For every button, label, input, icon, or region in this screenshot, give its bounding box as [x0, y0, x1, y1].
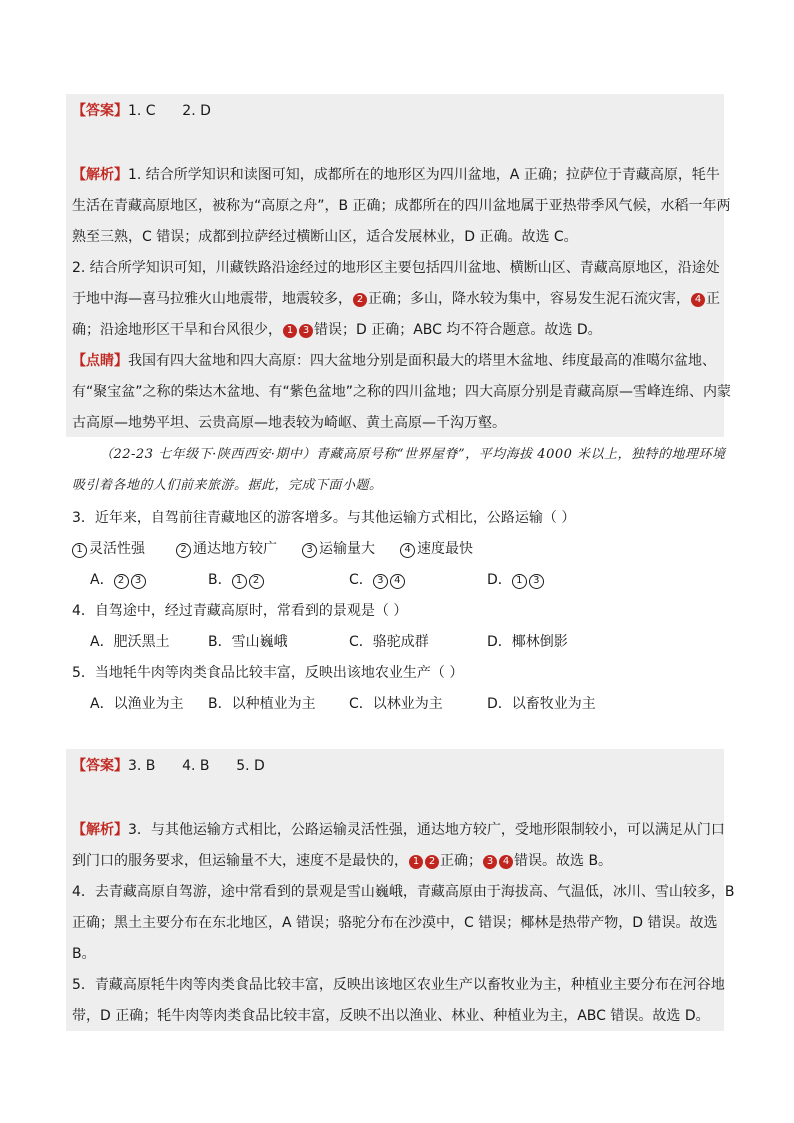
intro-line-1: （22-23 七年级下·陕西西安·期中）青藏高原号称“世界屋脊”，平均海拔 4000 米以上，独特的地理环境: [100, 447, 726, 462]
circled-number: 4: [499, 855, 513, 869]
analysis-1-line-2: 生活在青藏高原地区，被称为“高原之舟”，B 正确；成都所在的四川盆地属于亚热带季风气候，水稻一年两: [72, 198, 731, 214]
text: B．: [208, 572, 232, 588]
text: 到门口的服务要求，但运输量不大，速度不是最快的，: [72, 853, 408, 869]
q3-statement-3: [302, 539, 375, 559]
text: 正确；多山，降水较为集中，容易发生泥石流灾害，: [368, 291, 690, 307]
text: 运输量大: [319, 541, 375, 557]
answer-values: 3. B 4. B 5. D: [128, 758, 265, 774]
circled-2: 2: [249, 574, 264, 589]
circled-1: 1: [232, 574, 247, 589]
q4-option-a: A．肥沃黑土: [90, 634, 170, 650]
q5-option-d: D．以畜牧业为主: [487, 696, 596, 712]
q4-option-d: D．椰林倒影: [487, 634, 568, 650]
circled-3: 3: [529, 574, 544, 589]
analysis-1-line-1: [72, 165, 720, 185]
text: 错误；D 正确；ABC 均不符合题意。故选 D。: [314, 322, 602, 338]
circled-1: 1: [72, 543, 87, 558]
circled-2: 2: [114, 574, 129, 589]
answer-values: 1. C 2. D: [128, 103, 211, 119]
analysis-5-line-1: 5．青藏高原牦牛肉等肉类食品比较丰富，反映出该地区农业生产以畜牧业为主，种植业主要分布在河谷地: [72, 977, 725, 993]
text: 正: [706, 291, 720, 307]
text: 灵活性强: [89, 541, 145, 557]
circled-number: 1: [409, 855, 423, 869]
circled-number: 4: [691, 293, 705, 307]
tip-line-1: [72, 351, 716, 371]
q4-option-c: C．骆驼成群: [349, 634, 429, 650]
text: A．: [90, 572, 114, 588]
circled-3: 3: [373, 574, 388, 589]
circled-number: 3: [483, 855, 497, 869]
circled-3: 3: [302, 543, 317, 558]
circled-2: 2: [176, 543, 191, 558]
q4-option-b: B．雪山巍峨: [208, 634, 288, 650]
q5-stem: 5．当地牦牛肉等肉类食品比较丰富，反映出该地农业生产（ ）: [72, 665, 464, 681]
tip-line-3: 古高原—地势平坦、云贵高原—地表较为崎岖、黄土高原—千沟万壑。: [72, 415, 506, 431]
analysis-4-line-2: 正确；黑土主要分布在东北地区，A 错误；骆驼分布在沙漠中，C 错误；椰林是热带产物，D 错误。故选: [72, 915, 718, 931]
text: 1. 结合所学知识和读图可知，成都所在的地形区为四川盆地，A 正确；拉萨位于青藏高原，牦牛: [128, 167, 720, 183]
q3-statement-2: [176, 539, 277, 559]
circled-4: 4: [400, 543, 415, 558]
text: 确；沿途地形区干旱和台风很少，: [72, 322, 282, 338]
text: 于地中海—喜马拉雅火山地震带，地震较多，: [72, 291, 352, 307]
answer-line-1: [72, 101, 211, 121]
q3-option-b: [208, 570, 266, 590]
text: 速度最快: [417, 541, 473, 557]
q5-option-b: B．以种植业为主: [208, 696, 316, 712]
answer-tag: 【答案】: [72, 758, 128, 774]
analysis-2-line-3: [72, 320, 602, 340]
text: 正确；: [440, 853, 482, 869]
text: 错误。故选 B。: [514, 853, 613, 869]
circled-number: 2: [353, 293, 367, 307]
q3-option-a: [90, 570, 148, 590]
q4-stem: 4．自驾途中，经过青藏高原时，常看到的景观是（ ）: [72, 603, 408, 619]
circled-number: 3: [299, 324, 313, 338]
q3-option-d: [487, 570, 546, 590]
analysis-1-line-3: 熟至三熟，C 错误；成都到拉萨经过横断山区，适合发展林业，D 正确。故选 C。: [72, 229, 578, 245]
intro-line-2: 吸引着各地的人们前来旅游。据此，完成下面小题。: [72, 478, 383, 493]
text: 我国有四大盆地和四大高原：四大盆地分别是面积最大的塔里木盆地、纬度最高的准噶尔盆地、: [128, 353, 716, 369]
q5-option-a: A．以渔业为主: [90, 696, 184, 712]
q3-stem: 3．近年来，自驾前往青藏地区的游客增多。与其他运输方式相比，公路运输（ ）: [72, 510, 576, 526]
tip-tag: 【点睛】: [72, 353, 128, 369]
text: 通达地方较广: [193, 541, 277, 557]
analysis-tag: 【解析】: [72, 167, 128, 183]
text: 3．与其他运输方式相比，公路运输灵活性强，通达地方较广，受地形限制较小，可以满足从门口: [128, 822, 725, 838]
analysis-5-line-2: 带，D 正确；牦牛肉等肉类食品比较丰富，反映不出以渔业、林业、种植业为主，ABC 错误。故选 D。: [72, 1008, 710, 1024]
circled-number: 2: [425, 855, 439, 869]
analysis-2-line-1: 2. 结合所学知识可知，川藏铁路沿途经过的地形区主要包括四川盆地、横断山区、青藏高原地区，沿途处: [72, 260, 720, 276]
answer-tag: 【答案】: [72, 103, 128, 119]
answer-line-2: [72, 756, 265, 776]
q3-statement-4: [400, 539, 473, 559]
text: D．: [487, 572, 512, 588]
analysis-2-line-2: [72, 289, 720, 309]
tip-line-2: 有“聚宝盆”之称的柴达木盆地、有“紫色盆地”之称的四川盆地；四大高原分别是青藏高原—雪峰连绵、内蒙: [72, 384, 732, 400]
circled-number: 1: [283, 324, 297, 338]
q5-option-c: C．以林业为主: [349, 696, 443, 712]
analysis-3-line-1: [72, 820, 725, 840]
text: C．: [349, 572, 373, 588]
circled-1: 1: [512, 574, 527, 589]
analysis-4-line-3: B。: [72, 946, 96, 962]
q3-option-c: [349, 570, 407, 590]
analysis-3-line-2: [72, 851, 612, 871]
q3-statement-1: [72, 539, 145, 559]
circled-4: 4: [390, 574, 405, 589]
analysis-tag: 【解析】: [72, 822, 128, 838]
analysis-4-line-1: 4．去青藏高原自驾游，途中常看到的景观是雪山巍峨，青藏高原由于海拔高、气温低，冰川、雪山较多，B: [72, 884, 735, 900]
circled-3: 3: [131, 574, 146, 589]
